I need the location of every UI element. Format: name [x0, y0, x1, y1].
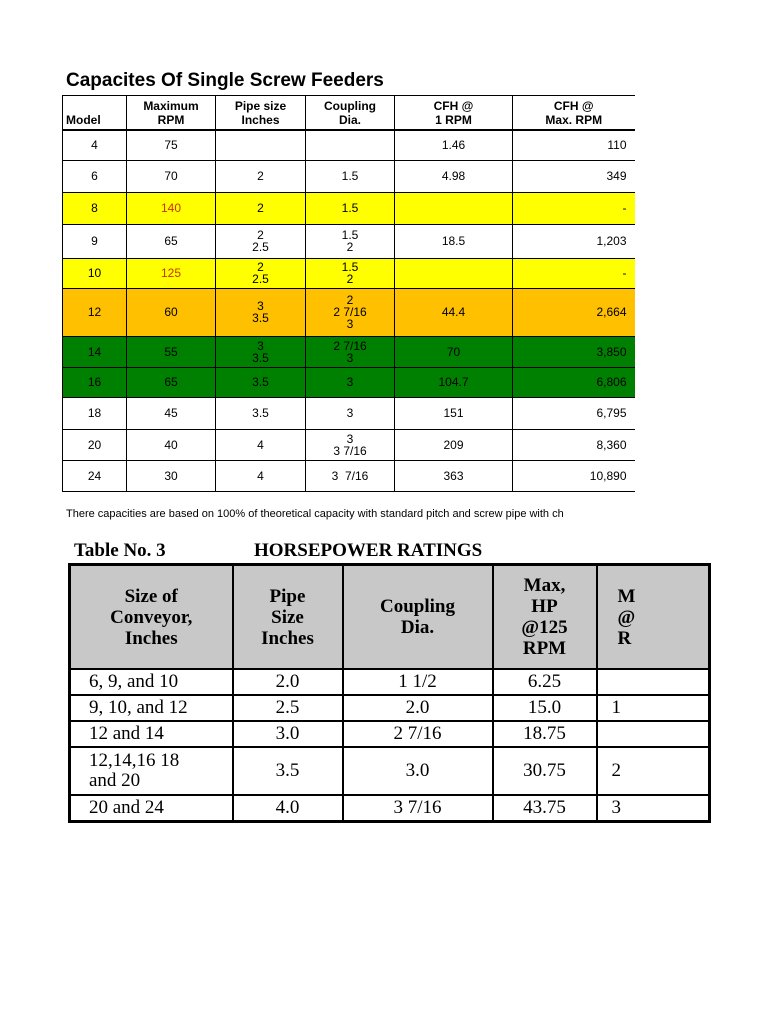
cell-cfh-1rpm: 209 [395, 429, 513, 460]
table-row [63, 192, 635, 224]
cell-pipe-size: 2.5 [233, 695, 343, 721]
cell-cfh-1rpm [395, 192, 513, 224]
cell-coupling-dia: 1.5 2 [306, 224, 395, 258]
cell-pipe-size: 3 3.5 [216, 288, 306, 336]
cell-max-rpm: 45 [127, 397, 216, 429]
cell-max-hp: 30.75 [493, 747, 597, 795]
table-row [70, 721, 710, 747]
table2-heading [74, 540, 482, 562]
cell-cfh-max-rpm: 1,203 [513, 224, 635, 258]
cell-cfh-1rpm: 18.5 [395, 224, 513, 258]
header-cfhmax: Max. RPM [513, 113, 635, 130]
cell-max-rpm: 65 [127, 367, 216, 397]
cell-cut-off: 3 [597, 795, 710, 822]
table-row [70, 795, 710, 822]
cell-model: 8 [63, 192, 127, 224]
cell-pipe-size: 3 3.5 [216, 336, 306, 367]
table-row [70, 747, 710, 795]
cell-cfh-1rpm: 104.7 [395, 367, 513, 397]
cell-model: 10 [63, 258, 127, 288]
cell-cfh-max-rpm: 10,890 [513, 460, 635, 491]
header-max-hp: Max, HP @125 RPM [493, 565, 597, 670]
cell-coupling-dia: 1.5 [306, 192, 395, 224]
cell-conveyor-size: 12 and 14 [70, 721, 233, 747]
cell-coupling-dia: 2 7/16 3 [306, 336, 395, 367]
header-pipe: Inches [216, 113, 306, 130]
cell-cfh-1rpm: 70 [395, 336, 513, 367]
table-row [63, 336, 635, 367]
cell-conveyor-size: 9, 10, and 12 [70, 695, 233, 721]
cell-cfh-max-rpm: 6,806 [513, 367, 635, 397]
cell-coupling-dia: 3 [306, 397, 395, 429]
cell-cut-off [597, 669, 710, 695]
cell-cfh-1rpm: 44.4 [395, 288, 513, 336]
cell-max-rpm: 75 [127, 130, 216, 160]
header-conveyor-size: Size of Conveyor, Inches [70, 565, 233, 670]
cell-pipe-size: 2 [216, 160, 306, 192]
table-row [63, 367, 635, 397]
cell-cfh-max-rpm: 2,664 [513, 288, 635, 336]
cell-cfh-max-rpm: 349 [513, 160, 635, 192]
table1-title: Capacites Of Single Screw Feeders [66, 70, 384, 91]
header-cfhmax-top: CFH @ [513, 96, 635, 114]
cell-cfh-1rpm: 4.98 [395, 160, 513, 192]
header-coupling: Dia. [306, 113, 395, 130]
cell-model: 4 [63, 130, 127, 160]
header-rpm-top: Maximum [127, 96, 216, 114]
cell-cfh-1rpm: 363 [395, 460, 513, 491]
table-row [70, 669, 710, 695]
cell-coupling-dia: 1.5 [306, 160, 395, 192]
header-cut-off: M @ R [597, 565, 710, 670]
cell-pipe-size: 4.0 [233, 795, 343, 822]
cell-cut-off: 1 [597, 695, 710, 721]
header-row-bottom [63, 113, 635, 130]
header-pipe-top: Pipe size [216, 96, 306, 114]
table-row [63, 130, 635, 160]
cell-max-rpm: 55 [127, 336, 216, 367]
cell-max-rpm: 70 [127, 160, 216, 192]
table-row [63, 288, 635, 336]
header-row-top [63, 96, 635, 114]
cell-cfh-max-rpm: - [513, 258, 635, 288]
header-cfh1-top: CFH @ [395, 96, 513, 114]
cell-max-rpm: 30 [127, 460, 216, 491]
cell-pipe-size: 4 [216, 460, 306, 491]
table-row [63, 460, 635, 491]
cell-cfh-1rpm: 1.46 [395, 130, 513, 160]
cell-model: 12 [63, 288, 127, 336]
cell-coupling: 3 7/16 [343, 795, 493, 822]
table2-label: Table No. 3 [74, 540, 166, 561]
cell-model: 16 [63, 367, 127, 397]
cell-conveyor-size: 20 and 24 [70, 795, 233, 822]
table-row [70, 695, 710, 721]
cell-coupling-dia: 3 7/16 [306, 460, 395, 491]
cell-coupling-dia: 2 2 7/16 3 [306, 288, 395, 336]
table-row [63, 224, 635, 258]
cell-coupling: 1 1/2 [343, 669, 493, 695]
cell-model: 24 [63, 460, 127, 491]
cell-coupling: 3.0 [343, 747, 493, 795]
cell-cut-off [597, 721, 710, 747]
header-coupling: Coupling Dia. [343, 565, 493, 670]
capacity-note: There capacities are based on 100% of theoretical capacity with standard pitch and screw pipe with ch [66, 508, 564, 520]
header-pipe-size: Pipe Size Inches [233, 565, 343, 670]
table-row [63, 160, 635, 192]
cell-coupling-dia: 3 [306, 367, 395, 397]
capacities-table-viewport [62, 95, 632, 495]
cell-cfh-max-rpm: 8,360 [513, 429, 635, 460]
cell-conveyor-size: 6, 9, and 10 [70, 669, 233, 695]
cell-pipe-size: 3.5 [216, 367, 306, 397]
horsepower-table [68, 563, 711, 823]
table-row [63, 429, 635, 460]
cell-cfh-1rpm [395, 258, 513, 288]
cell-pipe-size: 3.5 [233, 747, 343, 795]
cell-coupling: 2.0 [343, 695, 493, 721]
cell-conveyor-size: 12,14,16 18 and 20 [70, 747, 233, 795]
cell-cfh-max-rpm: 6,795 [513, 397, 635, 429]
cell-cfh-max-rpm: 110 [513, 130, 635, 160]
cell-max-hp: 15.0 [493, 695, 597, 721]
cell-pipe-size [216, 130, 306, 160]
cell-cfh-max-rpm: - [513, 192, 635, 224]
cell-pipe-size: 4 [216, 429, 306, 460]
header-model: Model [63, 113, 127, 130]
cell-pipe-size: 3.0 [233, 721, 343, 747]
header-model-top [63, 96, 127, 114]
cell-max-rpm: 125 [127, 258, 216, 288]
header-rpm: RPM [127, 113, 216, 130]
cell-cfh-1rpm: 151 [395, 397, 513, 429]
cell-max-hp: 6.25 [493, 669, 597, 695]
cell-coupling: 2 7/16 [343, 721, 493, 747]
capacities-table [62, 95, 635, 492]
table2-title: HORSEPOWER RATINGS [254, 540, 483, 561]
table-row [63, 397, 635, 429]
header-coupling-top: Coupling [306, 96, 395, 114]
cell-model: 14 [63, 336, 127, 367]
cell-pipe-size: 2.0 [233, 669, 343, 695]
cell-model: 9 [63, 224, 127, 258]
cell-max-rpm: 60 [127, 288, 216, 336]
cell-pipe-size: 3.5 [216, 397, 306, 429]
cell-max-rpm: 65 [127, 224, 216, 258]
header-cfh1: 1 RPM [395, 113, 513, 130]
cell-coupling-dia: 3 3 7/16 [306, 429, 395, 460]
cell-cfh-max-rpm: 3,850 [513, 336, 635, 367]
cell-max-rpm: 40 [127, 429, 216, 460]
horsepower-table-viewport [68, 563, 636, 827]
cell-model: 20 [63, 429, 127, 460]
table-row [63, 258, 635, 288]
cell-cut-off: 2 [597, 747, 710, 795]
cell-pipe-size: 2 [216, 192, 306, 224]
hp-header-row [70, 565, 710, 670]
cell-max-hp: 43.75 [493, 795, 597, 822]
cell-model: 6 [63, 160, 127, 192]
cell-pipe-size: 2 2.5 [216, 258, 306, 288]
cell-max-rpm: 140 [127, 192, 216, 224]
cell-coupling-dia: 1.5 2 [306, 258, 395, 288]
cell-coupling-dia [306, 130, 395, 160]
cell-pipe-size: 2 2.5 [216, 224, 306, 258]
cell-model: 18 [63, 397, 127, 429]
cell-max-hp: 18.75 [493, 721, 597, 747]
